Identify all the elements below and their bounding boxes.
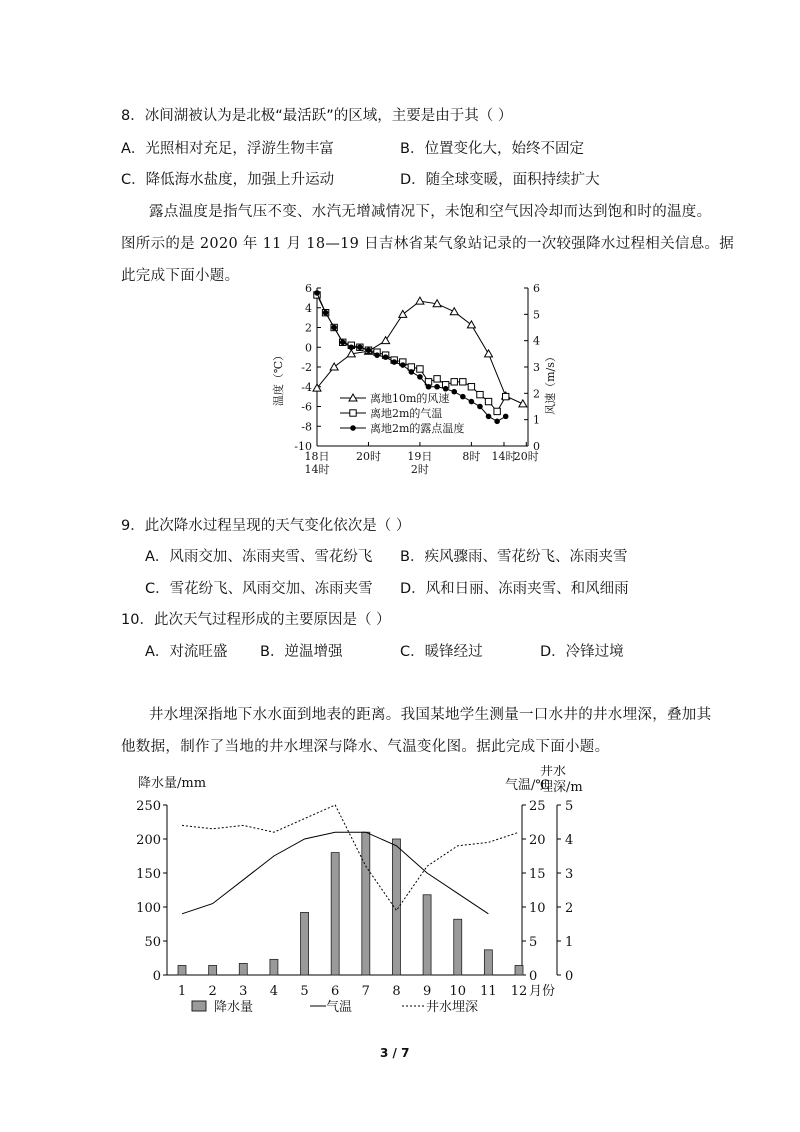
dew-point-point [383,354,389,360]
wind-speed-point [330,363,338,370]
chart1-legend-label: 离地10m的风速 [370,392,450,405]
precipitation-bar [331,853,339,975]
chart1-left-tick-label: -6 [301,400,312,414]
dew-point-point [469,399,475,405]
q8-option-b: B．位置变化大，始终不固定 [400,141,584,157]
precipitation-bar [301,912,309,975]
dew-point-point [443,386,449,392]
dew-point-point [357,344,363,350]
dew-point-point [426,384,432,390]
dew-point-point [460,394,466,400]
chart2-right-axis-label: 气温/℃ [505,778,550,793]
chart2-right-tick-label: 5 [529,935,538,950]
q10-stem: 10．此次天气过程形成的主要原因是（ ） [121,612,391,628]
q8-option-d: D．随全球变暖，面积持续扩大 [400,172,600,188]
chart2-right2-tick-label: 1 [565,935,574,950]
temperature-point [434,376,440,382]
q9-stem: 9．此次降水过程呈现的天气变化依次是（ ） [121,518,411,534]
temperature-point [417,366,423,372]
chart2-left-tick-label: 50 [144,935,161,950]
wind-speed-point [467,321,475,328]
precipitation-bar [270,959,278,975]
temperature-point [477,391,483,397]
dew-point-point [400,362,406,368]
dew-point-point [323,310,329,316]
q10-option-b: B．逆温增强 [260,644,343,660]
chart1-left-tick-label: 0 [305,341,312,355]
chart1-left-tick-label: -10 [294,440,312,453]
q10-option-d: D．冷锋过境 [540,644,624,660]
chart1-legend-square-marker [350,410,356,416]
chart1-right-tick-label: 3 [533,361,540,374]
intro2-line1: 井水埋深指地下水水面到地表的距离。我国某地学生测量一口水井的井水埋深，叠加其 [149,707,712,723]
intro1-line2: 图所示的是 2020 年 11 月 18—19 日吉林省某气象站记录的一次较强降水过程相关信息。据 [121,236,735,252]
chart2-right2-axis-label-2: 埋深/m [540,780,583,795]
chart1-left-tick-label: -4 [301,380,312,394]
dew-point-point [409,369,415,375]
dew-point-point [314,290,320,296]
chart2-month-suffix: 月份 [529,984,556,999]
precipitation-bar [454,919,462,975]
dew-point-point [391,359,397,365]
wind-speed-point [450,308,458,315]
temperature-point [468,384,474,390]
chart2-month-label: 11 [480,984,497,999]
precipitation-bar [423,895,431,975]
chart1-right-tick-label: 6 [533,282,540,295]
precipitation-bar [239,963,247,975]
legend-well-depth-label: 井水埋深 [426,1000,479,1015]
chart2-left-tick-label: 100 [136,901,161,916]
weather-chart [270,278,560,488]
chart2-right2-tick-label: 2 [565,901,574,916]
chart1-x-tick-label: 19日 [407,450,433,463]
q9-option-d: D．风和日丽、冻雨夹雪、和风细雨 [400,581,629,597]
chart2-month-label: 8 [392,984,401,999]
chart1-right-tick-label: 1 [533,413,540,427]
dew-point-point [434,384,440,390]
chart1-x-tick-label: 18日 [304,450,330,463]
chart2-right-tick-label: 10 [529,901,546,916]
legend-temperature-label: 气温 [326,1000,353,1015]
chart2-month-label: 7 [361,984,370,999]
legend-precipitation-swatch [192,1001,206,1011]
temperature-point [502,393,508,399]
chart1-legend-circle-marker [350,425,356,431]
chart1-legend-label: 离地2m的气温 [370,407,443,420]
wind-speed-point [382,337,390,344]
precipitation-bar [209,965,217,975]
chart1-right-tick-label: 2 [533,387,540,401]
chart2-left-tick-label: 250 [136,799,161,814]
chart1-left-tick-label: 6 [305,282,312,295]
chart1-left-tick-label: -2 [301,361,312,374]
q8-option-a: A．光照相对充足，浮游生物丰富 [121,141,334,157]
well-depth-line [182,805,519,910]
chart2-month-label: 6 [331,984,340,999]
dew-point-point [349,344,355,350]
chart1-left-axis-label: 温度（℃） [272,349,285,407]
chart2-right-tick-label: 20 [529,833,546,848]
legend-precipitation-label: 降水量 [214,1000,254,1015]
temperature-point [451,379,457,385]
chart1-right-tick-label: 4 [533,334,540,348]
q9-option-b: B．疾风骤雨、雪花纷飞、冻雨夹雪 [400,549,628,565]
chart2-right2-axis-label-1: 井水 [540,765,567,779]
well-depth-chart [130,765,610,1025]
chart1-right-tick-label: 5 [533,308,540,322]
dew-point-point [340,340,346,346]
chart1-x-tick-label: 20时 [513,450,539,463]
chart2-month-label: 3 [239,984,248,999]
q9-option-a: A．风雨交加、冻雨夹雪、雪花纷飞 [145,549,373,565]
intro1-line3: 此完成下面小题。 [121,268,240,284]
page-number: 3 / 7 [380,1046,410,1060]
chart2-month-label: 12 [510,984,528,999]
chart2-right-tick-label: 0 [529,969,538,984]
chart1-x-tick-label: 2时 [410,463,429,476]
chart1-legend-label: 离地2m的露点温度 [370,422,465,435]
precipitation-bar [484,950,492,975]
intro1-line1: 露点温度是指气压不变、水汽无增减情况下，未饱和空气因冷却而达到饱和时的温度。 [149,204,712,220]
chart2-month-label: 5 [300,984,309,999]
chart2-month-label: 9 [422,984,432,999]
chart1-right-axis-label: 风速（m/s） [544,351,557,415]
chart2-right2-tick-label: 4 [565,833,574,848]
dew-point-point [494,419,500,425]
chart2-left-tick-label: 200 [136,833,161,848]
chart2-month-label: 1 [177,984,187,999]
dew-point-point [417,374,423,380]
chart2-month-label: 2 [208,984,217,999]
chart2-right2-tick-label: 3 [565,867,574,882]
intro2-line2: 他数据，制作了当地的井水埋深与降水、气温变化图。据此完成下面小题。 [121,739,610,755]
chart1-left-tick-label: 4 [305,301,312,315]
chart1-series-line [317,301,523,404]
temperature-point [485,398,491,404]
wind-speed-point [519,400,527,407]
chart1-x-tick-label: 20时 [355,450,381,463]
temperature-point [460,379,466,385]
chart2-left-axis-label: 降水量/mm [138,776,207,791]
chart2-left-tick-label: 150 [136,867,161,882]
dew-point-point [477,404,483,410]
dew-point-point [366,347,372,353]
chart1-x-tick-label: 14时 [491,450,517,463]
chart2-right-tick-label: 25 [529,799,546,814]
dew-point-point [486,414,492,420]
chart2-month-label: 4 [269,984,279,999]
chart1-right-tick-label: 0 [533,440,540,453]
chart1-x-tick-label: 14时 [304,463,330,476]
chart1-left-tick-label: 2 [305,321,312,335]
chart2-left-tick-label: 0 [152,969,161,984]
chart1-left-tick-label: -8 [301,420,312,434]
wind-speed-point [485,350,493,357]
dew-point-point [503,414,509,420]
q9-option-c: C．雪花纷飞、风雨交加、冻雨夹雪 [145,581,373,597]
q8-stem: 8．冰间湖被认为是北极“最活跃”的区域，主要是由于其（ ） [121,108,513,124]
chart2-right-tick-label: 15 [529,867,546,882]
wind-speed-point [399,310,407,317]
chart2-right2-tick-label: 0 [565,969,574,984]
dew-point-point [451,389,457,395]
temperature-point [494,408,500,414]
precipitation-bar [362,832,370,975]
dew-point-point [331,325,337,331]
chart1-x-tick-label: 8时 [462,450,481,463]
q8-option-c: C．降低海水盐度，加强上升运动 [121,172,335,188]
precipitation-bar [178,965,186,975]
q10-option-c: C．暖锋经过 [400,644,483,660]
chart2-month-label: 10 [449,984,467,999]
chart2-right2-tick-label: 5 [565,799,574,814]
q10-option-a: A．对流旺盛 [145,644,228,660]
dew-point-point [374,352,380,358]
wind-speed-point [416,297,424,304]
precipitation-bar [515,965,523,975]
